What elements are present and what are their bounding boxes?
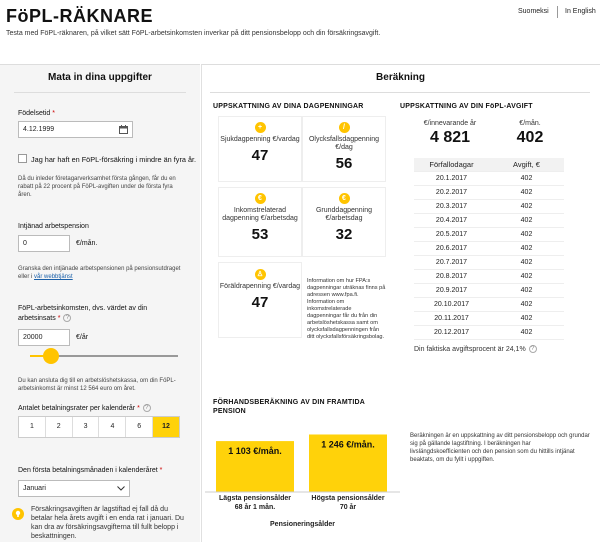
card-label: Olycksfallsdagpenning €/dag	[308, 136, 380, 151]
card-label: Grunddagpenning €/arbetsdag	[315, 207, 373, 222]
medical-case-icon: +	[255, 122, 266, 133]
bar-value-label-0: 1 103 €/mån.	[228, 446, 282, 457]
card-value: 53	[251, 226, 269, 243]
month-label: Den första betalningsmånaden i kalenderåret *	[18, 467, 163, 474]
lang-finnish-link[interactable]: Suomeksi	[518, 8, 549, 15]
first-month-value: Januari	[23, 485, 46, 492]
fee-year-label: €/innevarande år	[423, 120, 477, 127]
sickness-allowance-card	[218, 116, 302, 182]
rate-option-4[interactable]: 4	[99, 417, 126, 437]
column-header-due-date: Förfallodagar	[429, 160, 474, 169]
allowance-info-text: Information om hur FPA:s dagpenningar uträknas finns på adressen www.fpa.fi. Information om inkomstrelaterade dagpenningar får du från din arbetslöshetskassa samt om olycksfallsdagpenningen från ditt olycksfallsförsäkringsbolag.	[307, 278, 386, 340]
income-note: Du kan ansluta dig till en arbetslöshetskassa, om din FöPL-arbetsinkomst är minst 12 564 euro om året.	[18, 378, 176, 392]
accident-allowance-card	[302, 116, 386, 182]
fee-cell: 402	[520, 203, 533, 210]
fee-cell: 402	[520, 287, 533, 294]
table-row	[414, 256, 564, 270]
rate-option-3[interactable]: 3	[73, 417, 100, 437]
due-date-cell: 20.9.2017	[435, 287, 468, 294]
fee-cell: 402	[520, 175, 533, 182]
bar-category-label: Högsta pensionsålder 70 år	[311, 495, 385, 511]
webbtjanst-link[interactable]: vår webbtjänst	[34, 274, 73, 280]
results-panel-title: Beräkning	[376, 72, 425, 83]
due-date-cell: 20.1.2017	[435, 175, 468, 182]
fee-percent-text: Din faktiska avgiftsprocent är 24,1% ?	[414, 345, 537, 353]
card-value: 47	[251, 147, 269, 164]
table-row	[414, 172, 564, 186]
table-header	[414, 158, 564, 172]
bar-value-label-1: 1 246 €/mån.	[321, 439, 375, 450]
pension-label: Intjänad arbetspension	[18, 223, 89, 230]
card-label: Inkomstrelaterad dagpenning €/arbetsdag	[222, 207, 298, 222]
lang-english-link[interactable]: In English	[565, 8, 596, 15]
table-row	[414, 186, 564, 200]
table-row	[414, 200, 564, 214]
card-value: 32	[335, 226, 353, 243]
pension-forecast-heading: FÖRHANDSBERÄKNING AV DIN FRAMTIDA PENSION	[213, 399, 365, 415]
due-date-cell: 20.6.2017	[435, 245, 468, 252]
fee-month-value: 402	[516, 129, 544, 146]
table-row	[414, 312, 564, 326]
fee-cell: 402	[520, 231, 533, 238]
birth-label: Födelsetid *	[18, 110, 55, 117]
due-date-cell: 20.5.2017	[435, 231, 468, 238]
table-row	[414, 326, 564, 340]
month-note: Försäkringsavgiften är lagstiftad ej fall då du betalar hela årets avgift i en enda rat i januari. Du kan dra av försäkringsavgifterna till fullt belopp i beskattningen.	[31, 506, 184, 540]
fee-cell: 402	[520, 329, 533, 336]
euro-icon: €	[255, 193, 266, 204]
help-icon[interactable]: ?	[63, 314, 71, 322]
earned-pension-input[interactable]: 0	[18, 235, 70, 252]
first-month-select[interactable]	[18, 480, 130, 497]
due-date-cell: 20.12.2017	[433, 329, 470, 336]
rate-option-6[interactable]: 6	[126, 417, 153, 437]
divider	[210, 92, 590, 93]
help-icon[interactable]: ?	[529, 345, 537, 353]
daily-allowance-heading: UPPSKATTNING AV DINA DAGPENNINGAR	[213, 103, 364, 110]
pension-note: Granska den intjänade arbetspensionen på pensionsutdraget eller i vår webbtjänst	[18, 266, 181, 280]
due-date-cell: 20.10.2017	[433, 301, 470, 308]
due-date-cell: 20.7.2017	[435, 259, 468, 266]
checkbox-note: Då du inleder företagarverksamhet första gången, får du en rabatt på 22 procent på FöPL-avgiften under de första fyra åren.	[18, 176, 176, 198]
pension-unit: €/mån.	[76, 240, 98, 247]
help-icon[interactable]: ?	[143, 404, 151, 412]
fee-cell: 402	[520, 245, 533, 252]
fee-heading: UPPSKATTNING AV DIN FöPL-AVGIFT	[400, 103, 533, 110]
fee-cell: 402	[520, 217, 533, 224]
rate-option-2[interactable]: 2	[46, 417, 73, 437]
parental-allowance-card	[218, 262, 302, 338]
due-date-cell: 20.4.2017	[435, 217, 468, 224]
due-date-cell: 20.3.2017	[435, 203, 468, 210]
card-value: 47	[251, 294, 269, 311]
parent-icon: ♙	[255, 269, 266, 280]
income-slider-handle[interactable]	[43, 348, 59, 364]
due-date-cell: 20.8.2017	[435, 273, 468, 280]
disclaimer-text: Beräkningen är en uppskattning av ditt pensionsbelopp och grundar sig på gällande lagstiftning. I beräkningen har livslängdskoefficienten och den pension som du hittills intjänat beaktats, om du fyllt i uppgiften.	[410, 433, 590, 463]
payment-rates-selector[interactable]	[18, 416, 180, 438]
page-title: FöPL-RÄKNARE	[6, 6, 153, 26]
input-panel-title: Mata in dina uppgifter	[48, 72, 152, 83]
due-date-cell: 20.11.2017	[434, 315, 469, 322]
birth-date-value: 4.12.1999	[23, 126, 55, 133]
card-label: Föräldrapenning €/vardag	[219, 283, 301, 290]
table-row	[414, 270, 564, 284]
income-input[interactable]: 20000	[18, 329, 70, 346]
fee-cell: 402	[520, 259, 533, 266]
fee-cell: 402	[520, 273, 533, 280]
due-date-cell: 20.2.2017	[435, 189, 468, 196]
fee-cell: 402	[520, 301, 533, 308]
fopl-under-four-checkbox[interactable]	[18, 154, 27, 163]
birth-date-field[interactable]	[18, 121, 133, 138]
column-header-fee: Avgift, €	[513, 160, 540, 169]
due-dates-table	[414, 158, 564, 340]
page-subtitle: Testa med FöPL-räknaren, på vilket sätt FöPL-arbetsinkomsten inverkar på ditt pensionsbelopp och din försäkringsavgift.	[6, 30, 381, 37]
pension-axis-label: Pensioneringsålder	[270, 521, 335, 528]
lightbulb-icon	[12, 508, 24, 520]
checkbox-label[interactable]: Jag har haft en FöPL-försäkring i mindre än fyra år.	[31, 155, 197, 164]
basic-allowance-card	[302, 187, 386, 257]
earnings-related-allowance-card	[218, 187, 302, 257]
rates-label: Antalet betalningsrater per kalenderår * ?	[18, 404, 151, 412]
card-value: 56	[335, 155, 353, 172]
table-row	[414, 284, 564, 298]
fee-year-value: 4 821	[429, 129, 471, 146]
rate-option-12[interactable]: 12	[153, 417, 179, 437]
rate-option-1[interactable]: 1	[19, 417, 46, 437]
bandage-icon: /	[339, 122, 350, 133]
lang-separator	[557, 6, 558, 18]
table-row	[414, 228, 564, 242]
fee-cell: 402	[520, 315, 533, 322]
divider	[14, 92, 186, 93]
card-label: Sjukdagpenning €/vardag	[220, 136, 300, 143]
fee-month-label: €/mån.	[519, 120, 541, 127]
bar-category-label: Lägsta pensionsålder 68 år 1 mån.	[219, 495, 291, 511]
table-row	[414, 298, 564, 312]
fee-cell: 402	[520, 189, 533, 196]
income-label: FöPL-arbetsinkomsten, dvs. värdet av din arbetsinsats * ?	[18, 305, 148, 322]
table-row	[414, 214, 564, 228]
income-unit: €/år	[76, 334, 89, 341]
calendar-icon[interactable]	[119, 125, 128, 134]
table-row	[414, 242, 564, 256]
chevron-down-icon	[117, 486, 125, 491]
euro-icon: €	[339, 193, 350, 204]
